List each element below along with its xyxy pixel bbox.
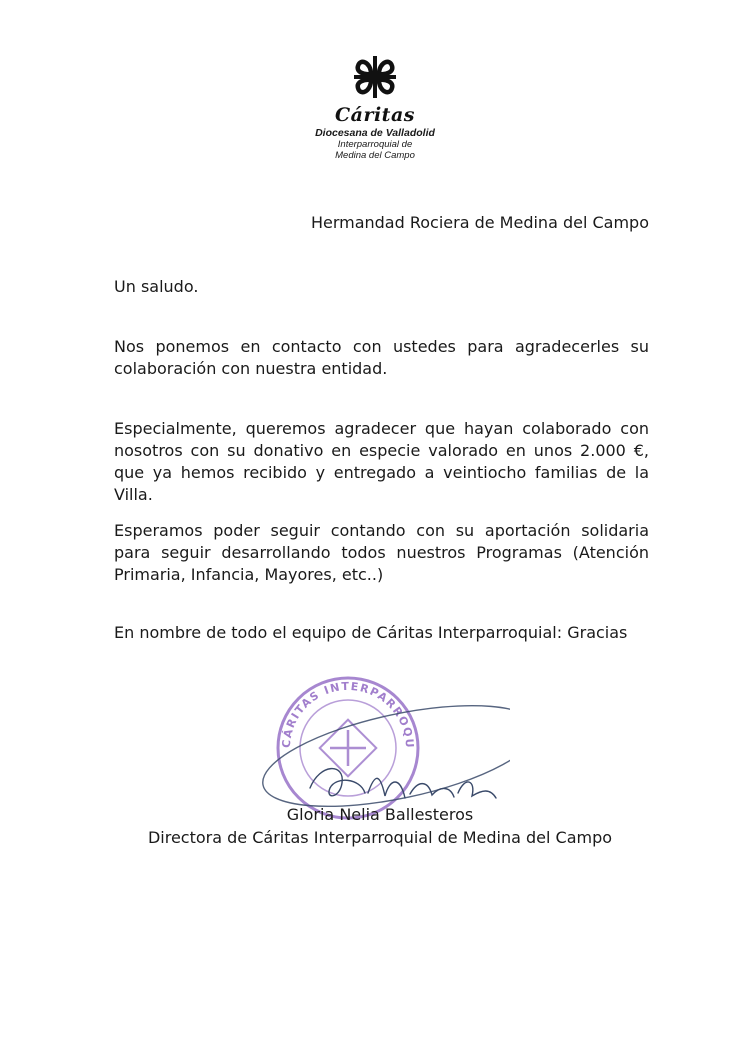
letterhead-subtitle-1: Interparroquial de — [337, 139, 413, 150]
caritas-cross-logo-icon — [350, 52, 400, 102]
svg-text:CÁRITAS INTERPARROQUIAL: CÁRITAS INTERPARROQU — [279, 679, 417, 750]
greeting: Un saludo. — [114, 277, 199, 296]
body-paragraph: Esperamos poder seguir contando con su aportación solidaria para seguir desarrollando todos nuestros Programas (Atención Primaria, Infancia, Mayores, etc..) — [114, 521, 649, 584]
brand-name: Cáritas — [335, 104, 415, 126]
signatory-title: Directora de Cáritas Interparroquial de Medina del Campo — [147, 828, 613, 847]
recipient-line: Hermandad Rociera de Medina del Campo — [310, 213, 649, 232]
body-paragraph: Especialmente, queremos agradecer que hayan colaborado con nosotros con su donativo en especie valorado en unos 2.000 €, que ya hemos recibido y entregado a veintiocho familias de la Villa. — [114, 419, 649, 504]
diocese-name: Diocesana de Valladolid — [315, 127, 435, 139]
signatory-name: Gloria Nelia Ballesteros — [286, 805, 474, 824]
body-paragraph: Nos ponemos en contacto con ustedes para agradecerles su colaboración con nuestra entidad. — [114, 337, 649, 378]
letterhead-subtitle-2: Medina del Campo — [335, 150, 415, 161]
closing-line: En nombre de todo el equipo de Cáritas Interparroquial: Gracias — [114, 623, 628, 642]
letterhead — [290, 52, 460, 161]
